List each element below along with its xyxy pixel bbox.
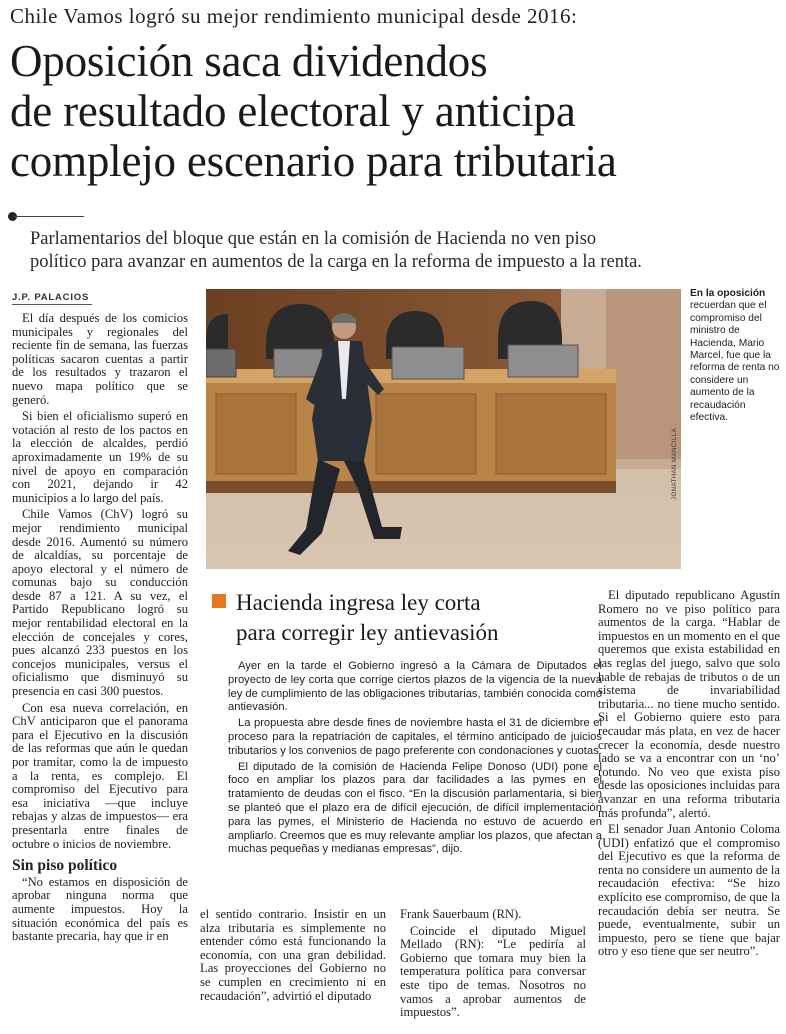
deck-line-1: Parlamentarios del bloque que están en la comisión de Hacienda no ven piso xyxy=(30,229,597,249)
headline-line-3: complejo escenario para tributaria xyxy=(10,136,617,186)
subhead: Sin piso político xyxy=(12,857,118,875)
paragraph: El día después de los comicios municipales y regionales del reciente fin de semana, las fuerzas políticas sacaron cuentas a partir de los resultados y trazaron el nuevo mapa político que se generó. xyxy=(12,311,188,407)
sidebar-title xyxy=(212,588,632,648)
sidebar-title-line-2: para corregir ley antievasión xyxy=(236,620,499,645)
photo-caption xyxy=(690,288,780,424)
caption-text: recuerdan que el compromiso del ministro de Hacienda, Mario Marcel, fue que la reforma de renta no considere un aumento de la recaudación efectiva. xyxy=(690,300,780,424)
sidebar-body xyxy=(228,660,602,859)
paragraph: “No estamos en disposición de aprobar ninguna norma que aumente impuestos. Hoy la situación económica del país es bastante precaria, hay que ir en xyxy=(12,874,188,944)
article-column-4 xyxy=(598,589,780,962)
headline xyxy=(10,36,780,186)
deck xyxy=(30,228,780,274)
headline-line-1: Oposición saca dividendos xyxy=(10,36,488,86)
article-column-1 xyxy=(12,312,188,947)
photo-credit: JONATHAN MANCILLA xyxy=(672,427,678,500)
paragraph: El diputado republicano Agustín Romero no ve piso político para aumentos de la carga. “Hablar de impuestos en un momento en el que queremos que exista estabilidad en las reglas del juego, salvo que solo hable de rebajas de tributos o de un sistema de invariabilidad tributaria... no tiene mucho sentido. Si el Gobierno quiere esto para recaudar más plata, en vez de hacer crecer la economía, desde nuestro lado se va a encontrar con un ‘no’ rotundo. No veo que exista piso desde las oposiciones incluidas para avanzar en una reforma tributaria más profunda”, alertó. xyxy=(598,588,780,820)
photo-illustration xyxy=(206,289,681,569)
paragraph: Ayer en la tarde el Gobierno ingresó a la Cámara de Diputados el proyecto de ley corta que corrige ciertos plazos de la vigencia de la nueva ley de cumplimiento de las obligaciones tributarias, también conocida como antievasión. xyxy=(228,660,602,714)
divider-line xyxy=(14,216,84,217)
byline: J.P. PALACIOS xyxy=(12,292,90,303)
photo-minister-in-chamber xyxy=(206,289,681,569)
sidebar-title-line-1: Hacienda ingresa ley corta xyxy=(236,590,481,615)
paragraph: Frank Sauerbaum (RN). xyxy=(400,907,522,921)
kicker: Chile Vamos logró su mejor rendimiento municipal desde 2016: xyxy=(10,4,578,28)
headline-line-2: de resultado electoral y anticipa xyxy=(10,86,576,136)
paragraph: El diputado de la comisión de Hacienda Felipe Donoso (UDI) pone el foco en ampliar los plazos para dar facilidades a las pymes en el tratamiento de deudas con el fisco. “En la discusión parlamentaria, si bien se planteó que el plazo era de difícil ejecución, de difícil implementación para las pymes, el Ministerio de Hacienda no estuvo de acuerdo en ampliarlo. Creemos que es muy relevante ampliar los plazos, que afectan a muchas pequeñas y medianas empresas”, dijo. xyxy=(228,760,602,856)
paragraph: Coincide el diputado Miguel Mellado (RN): “Le pediría al Gobierno que tomara muy bien la temperatura política para conversar este tipo de temas. Nosotros no vamos a aprobar aumentos de impuestos”. xyxy=(400,923,586,1020)
byline-rule xyxy=(12,304,92,305)
paragraph: Chile Vamos (ChV) logró su mejor rendimiento municipal desde 2016. Aumentó su número de alcaldías, su porcentaje de apoyo electoral y el número de comunas bajo su conducción desde 87 a 121. A su vez, el Partido Republicano logró su mejor rentabilidad electoral en la elección de concejales y cores, pues alcanzó 233 puestos en los concejos municipales, versus el oficialismo que disminuyó su presencia en casi 300 puestos. xyxy=(12,507,188,699)
article-column-2 xyxy=(200,908,386,1006)
paragraph: La propuesta abre desde fines de noviembre hasta el 31 de diciembre el proceso para la repatriación de capitales, el término anticipado de juicios tributarios y los convenios de pago preferente con condonaciones y cuotas. xyxy=(228,717,602,757)
paragraph: el sentido contrario. Insistir en un alza tributaria es simplemente no entender cómo está funcionando la economía, con una gran debilidad. Las proyecciones del Gobierno no se cumplen en crecimiento ni en recaudación”, advirtió el diputado xyxy=(200,907,386,1003)
deck-line-2: político para avanzar en aumentos de la carga en la reforma de impuesto a la renta. xyxy=(30,252,642,272)
paragraph: Si bien el oficialismo superó en votación al resto de los pactos en la elección de alcaldes, perdió aproximadamente un 19% de su nivel de apoyo en comparación con 2021, dejando ir 42 municipios a lo largo del país. xyxy=(12,409,188,505)
article-column-3 xyxy=(400,908,586,1023)
paragraph: Con esa nueva correlación, en ChV anticiparon que el panorama para el Ejecutivo en la discusión de las reformas que aún le quedan por tramitar, como la de impuesto a la renta, es complejo. El compromiso del Ejecutivo para esa iniciativa —que incluye rebajas y alzas de impuestos— era presentarla entre finales de octubre o inicios de noviembre. xyxy=(12,700,188,851)
orange-square-icon xyxy=(212,594,226,608)
caption-lead: En la oposición xyxy=(690,288,766,299)
paragraph: El senador Juan Antonio Coloma (UDI) enfatizó que el compromiso del Ejecutivo es que la reforma de renta no considere un aumento de la recaudación efectiva: “Se hizo explícito ese compromiso, de que la recaudación debía ser neutra. Se puede, eventualmente, subir un impuesto, pero se tiene que bajar otro y eso tiene que ser neutro”. xyxy=(598,822,780,959)
